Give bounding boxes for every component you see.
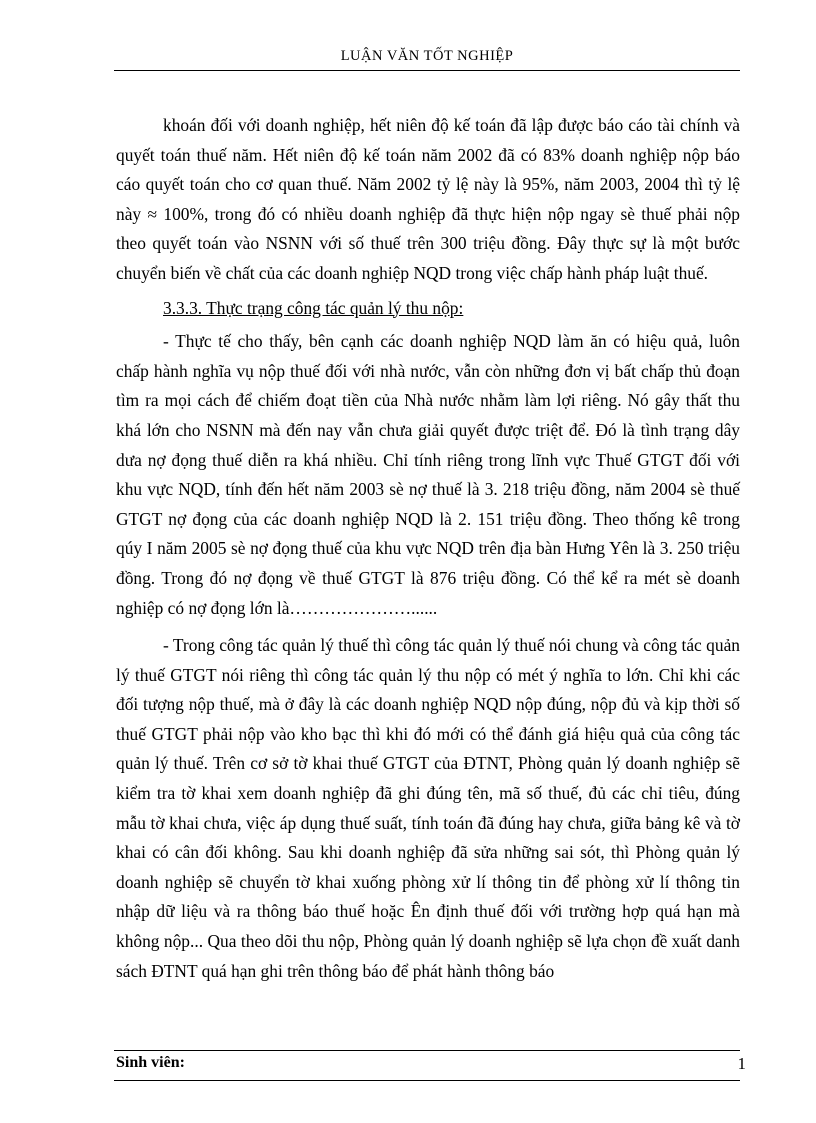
footer-student-label: Sinh viên: [116,1054,185,1071]
page-header-title: LUẬN VĂN TỐT NGHIỆP [340,48,514,64]
paragraph-tax-arrears: - Thực tế cho thấy, bên cạnh các doanh nghiệp NQD làm ăn có hiệu quả, luôn chấp hành nghĩa vụ nộp thuế đối với nhà nước, vẫn còn những đơn vị bất chấp thủ đoạn tìm ra mọi cách để chiếm đoạt tiền của Nhà nước nhằm làm lợi riêng. Nó gây thất thu khá lớn cho NSNN mà đến nay vẫn chưa giải quyết được triệt để. Đó là tình trạng dây dưa nợ đọng thuế diễn ra khá nhiều. Chỉ tính riêng trong lĩnh vực Thuế GTGT đối với khu vực NQD, tính đến hết năm 2003 sè nợ thuế là 3. 218 triệu đồng, năm 2004 sè thuế GTGT nợ đọng của các doanh nghiệp NQD là 2. 151 triệu đồng. Theo thống kê trong qúy I năm 2005 sè nợ đọng thuế của khu vực NQD trên địa bàn Hưng Yên là 3. 250 triệu đồng. Trong đó nợ đọng về thuế GTGT là 876 triệu đồng. Có thể kể ra mét sè doanh nghiệp có nợ đọng lớn là…………………...... [116,331,740,618]
header-divider [114,70,740,71]
section-heading-3-3-3: 3.3.3. Thực trạng công tác quản lý thu nộp: [163,297,464,318]
footer-divider-bottom [114,1080,740,1081]
paragraph-collection-management: - Trong công tác quản lý thuế thì công tác quản lý thuế nói chung và công tác quản lý thuế GTGT nói riêng thì công tác quản lý thu nộp có mét ý nghĩa to lớn. Chỉ khi các đối tượng nộp thuế, mà ở đây là các doanh nghiệp NQD nộp đúng, nộp đủ và kịp thời số thuế GTGT phải nộp vào kho bạc thì khi đó mới có thể đánh giá hiệu quả của công tác quản lý thuế. Trên cơ sở tờ khai thuế GTGT của ĐTNT, Phòng quản lý doanh nghiệp sẽ kiểm tra tờ khai xem doanh nghiệp đã ghi đúng tên, mã số thuế, đủ các chỉ tiêu, đúng mẫu tờ khai chưa, việc áp dụng thuế suất, tính toán đã đúng hay chưa, giữa bảng kê và tờ khai có cân đối không. Sau khi doanh nghiệp đã sửa những sai sót, thì Phòng quản lý doanh nghiệp sẽ chuyển tờ khai xuống phòng xử lí thông tin để phòng xử lí thông tin nhập dữ liệu và ra thông báo thuế hoặc Ên định thuế đối với trường hợp quá hạn mà không nộp... Qua theo dõi thu nộp, Phòng quản lý doanh nghiệp sẽ lựa chọn đề xuất danh sách ĐTNT quá hạn ghi trên thông báo để phát hành thông báo [116,635,740,981]
paragraph-tax-settlement: khoán đối với doanh nghiệp, hết niên độ kế toán đã lập được báo cáo tài chính và quyết toán thuế năm. Hết niên độ kế toán năm 2002 đã có 83% doanh nghiệp nộp báo cáo quyết toán cho cơ quan thuế. Năm 2002 tỷ lệ này là 95%, năm 2003, 2004 thì tỷ lệ này ≈ 100%, trong đó có nhiều doanh nghiệp đã thực hiện nộp ngay sè thuế phải nộp theo quyết toán vào NSNN với số thuế trên 300 triệu đồng. Đây thực sự là một bước chuyển biến về chất của các doanh nghiệp NQD trong việc chấp hành pháp luật thuế. [116,115,740,283]
document-body [116,111,740,986]
footer-divider-top [114,1050,740,1051]
page-number: 1 [737,1054,746,1073]
